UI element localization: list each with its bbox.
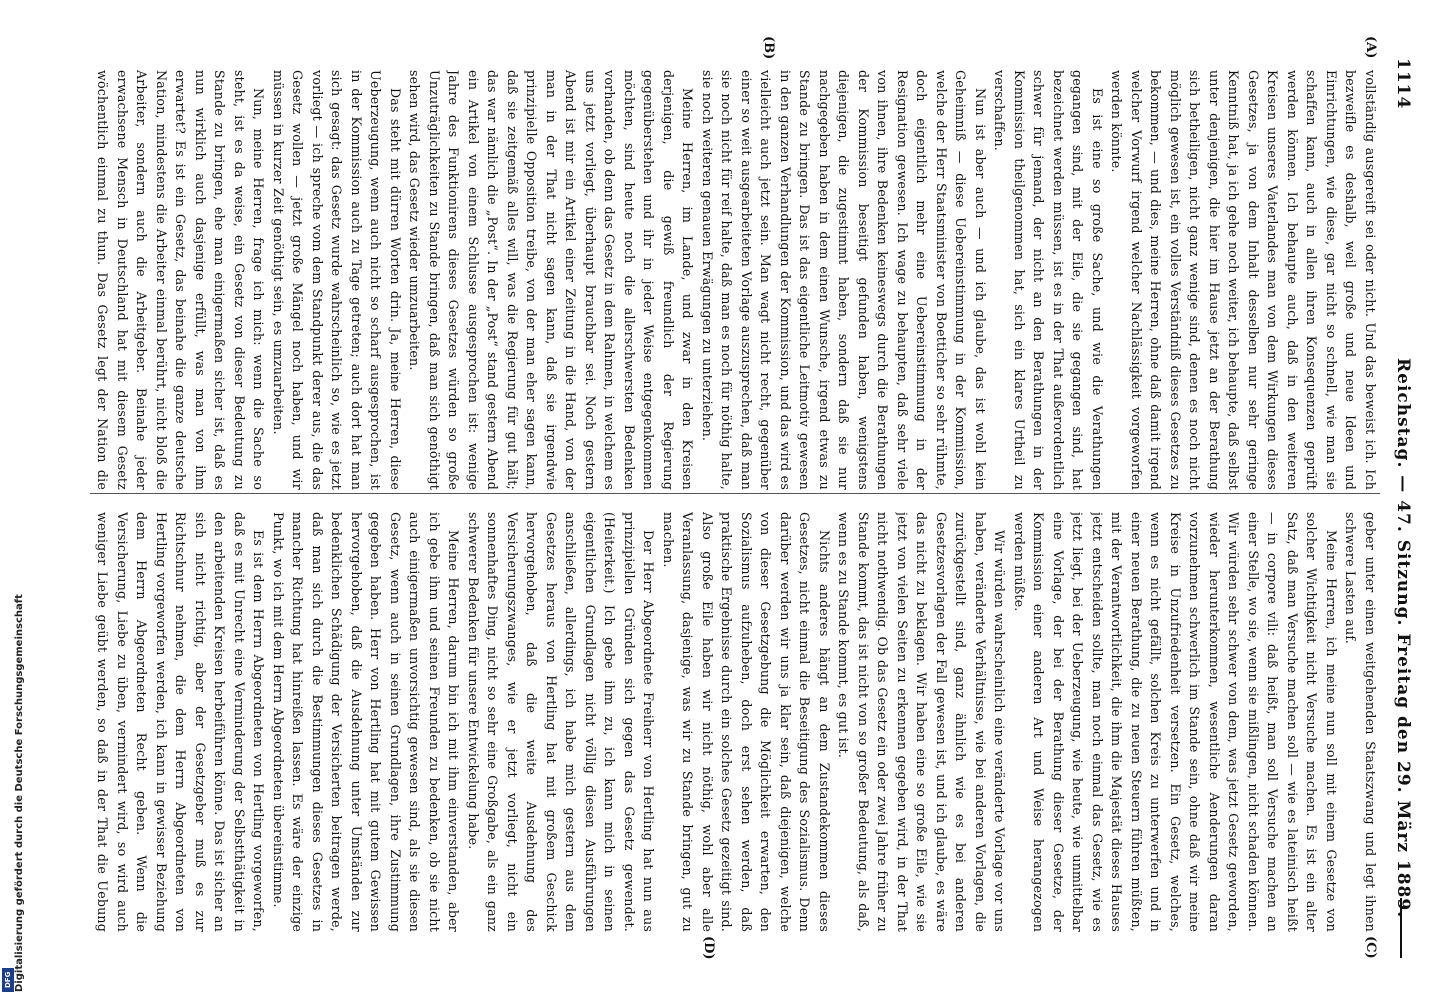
digitization-footer — [0, 0, 25, 1000]
page-header — [1390, 58, 1416, 958]
digitization-note: Digitalisierung gefördert durch die Deutsche Forschungsgemeinschaft — [14, 594, 25, 992]
rotated-page — [76, 36, 1416, 970]
paragraph: Meine Herren, ich meine nun soll mit einem Gesetze von solcher Wichtigkeit nicht Versuche machen. Es ist ein alter Satz, daß man Versuche machen soll — wie es lateinisch heißt — in corpore vili: daß heißt, man soll Versuche machen an einer Stelle, wo sie, wenn sie mißlingen, nicht schaden können. Wir würden sehr schwer von dem, was jetzt Gesetz geworden, wieder herunterkommen, wesentliche Aenderungen daran vorzunehmen schwerlich im Stande sein, ohne daß wir meine Kreise in Unzufriedenheit versetzen. Ein Gesetz, welches, wenn es nicht gefällt, solchen Kreis zu unterwerfen und in einer neuen Berathung, die zu neuen Steuern führen müßten, mit der Verantwortlichkeit, die ihm die Majestät dieses Hauses jetzt entscheiden sollte, man noch einmal das Gesetz, wie es jetzt liegt, bei der Ueberzeugung, wie heute, wie unmittelbar eine Vorlage, der bei der Berathung dieser Gesetze, der Kommission einer anderen Art und Weise herangezogen werden müßte. — [1012, 512, 1339, 932]
paragraph: Nun ist aber auch — und ich glaube, das ist wohl kein Geheimniß — diese Uebereinstimmung in der Kommission, welche der Herr Staatsminister von Boetticher so sehr rühmte, doch eigentlich mehr eine Uebereinstimmung in der Resignation gewesen. Ich wage zu behaupten, daß sehr viele von ihnen, ihre Bedenken keineswegs durch die Berathungen der Kommission beseitigt gefunden haben, wenigstens diejenigen, die zugestimmt haben, sondern daß sie nur nachgegeben haben in dem einen Wunsche, irgend etwas zu Stande zu bringen. Das ist das eigentliche Leitmotiv gewesen in den ganzen Verhandlungen der Kommission, und das wird es vielleicht auch jetzt sein. Man wagt nicht recht, gegenüber einer so weit ausgearbeiteten Vorlage auszusprechen, daß man sie noch nicht für reif halte, daß man es noch für nöthig halte, sie noch weiteren genauen Erwägungen zu unterziehen. — [700, 70, 988, 490]
margin-mark-b: (B) — [761, 36, 776, 60]
page-number: 1114 — [1393, 58, 1413, 110]
dfg-logo: DFG — [2, 968, 14, 992]
paragraph: geber unter einen weitgehenden Staatszwang und legt ihnen schwere Lasten auf. — [1343, 512, 1378, 932]
margin-mark-c: (C) — [1363, 936, 1378, 959]
margin-mark-a: (A) — [1363, 36, 1378, 59]
paragraph: Wir würden wahrscheinlich eine veränderte Vorlage vor uns haben, veränderte Verhältnisse, wie bei anderen Vorlagen, die zurückgestellt sind, ganz ähnlich wie es bei anderen Gesetzesvorlagen der Fall gewesen ist, und ich glaube, es wäre das nicht zu beklagen. Wir haben eine so große Eile, wie sie jetzt von vielen Seiten zu erkennen gegeben wird, in der That nicht nothwendig. Ob das Gesetz ein oder zwei Jahre früher zu Stande kommt, das ist nicht von so großer Bedeutung, als daß, wenn es zu Stande kommt, es gut ist. — [836, 512, 1008, 932]
column-divider — [90, 493, 1380, 494]
margin-mark-d: (D) — [701, 936, 716, 960]
paragraph: Nun, meine Herren, frage ich mich: wenn die Sache so steht, ist es da weise, ein Gesetz von dieser Bedeutung zu Stande zu bringen, ehe man einigermaßen sicher ist, daß es nun wirklich auch dasjenige erfüllt, was man von ihm erwartet? Es ist ein Gesetz, das beinahe die ganze deutsche Nation, mindestens die Arbeiter einmal berührt, nicht bloß die Arbeiter, sondern auch die Arbeitgeber. Beinahe jeder erwachsene Mensch in Deutschland hat mit diesem Gesetz wöchentlich einmal zu thun. Das Gesetz legt der Nation die — [95, 70, 267, 490]
paragraph: Meine Herren, darum bin ich mit ihm einverstanden, aber ich gebe ihm und seinen Freunden zu bedenken, ob sie nicht auch einigermaßen unvorsichtig gewesen sind, als sie diesen Gesetz, wenn auch in seinen Grundlagen, ihre Zustimmung gegeben haben. Herr von Hertling hat mit gutem Gewissen hervorgehoben, daß die Ausdehnung unter Umständen zur bedenklichen Schädigung der Versicherten beitragen werde, daß man sich durch die Bestimmungen dieses Gesetzes in mancher Richtung hat hinreißen lassen. Es wäre der einzige Punkt, wo ich mit dem Herrn Abgeordneten übereinstimme. — [271, 512, 462, 932]
header-title: Reichstag. — 47. Sitzung. Freitag den 29. März 1889. — [1393, 358, 1413, 919]
right-text-column — [90, 512, 1380, 932]
paragraph: Der Herr Abgeordnete Freiherr von Hertling hat nun aus prinzipiellen Gründen sich gegen das Gesetz gewendet. (Heiterkeit.) Ich gebe ihm zu, ich kann mich in seinen eigentlichen Grundlagen nicht völlig diesen Ausführungen anschließen, allerdings, ich habe mich gestern aus dem Gesetzes heraus von Hertling hat mit großem Geschick hervorgehoben, daß die weite Ausdehnung des Versicherungszwanges, wie er jetzt vorliegt, nicht ein sonnenhaftes Ding, nicht so sehr eine Großgabe, als ein ganz schwerer Bedenken für unsere Entwickelung habe. — [466, 512, 657, 932]
left-text-column — [90, 70, 1380, 490]
paragraph: Das steht mit dürren Worten drin. Ja, meine Herren, diese Ueberzeugung, wenn auch nicht so scharf ausgesprochen, ist in der Kommission auch zu Tage getreten; auch dort hat man sich gesagt: das Gesetz wurde wahrscheinlich so, wie es jetzt vorliegt — ich spreche vom dem Standpunkt derer aus, die das Gesetz wollen — jetzt große Mängel noch haben, und wir müssen in kurzer Zeit genöthigt sein, es umzuarbeiten. — [271, 70, 403, 490]
paragraph: Es ist eine so große Sache, und wie die Verathungen gegangen sind, mit der Eile, die sie gegangen sind, hat bezeichnet werden müssen, ist es in der That außerordentlich schwer für jemand, der nicht an den Berathungen in der Kommission theilgenommen hat, sich ein klares Urtheil zu verschaffen. — [992, 70, 1105, 490]
paragraph: vollständig ausgereift sei oder nicht. Und das beweist ich. Ich bezweifle es deshalb, weil große und neue Ideen und Einrichtungen, wie diese, gar nicht so schnell, wie man sie schaffen kann, auch in allen ihren Konsequenzen geprüft werden können. Ich behaupte auch, daß in den weiteren Kreisen unseres Vaterlandes man von dem Wirkungen dieses Gesetzes, ja von dem Inhalt desselben nur sehr geringe Kenntniß hat, ja ich gehe noch weiter, ich behaupte, daß selbst unter denjenigen, die hier im Hause jetzt an der Berathung sich betheiligen, nicht ganz wenige sind, denen es noch nicht möglich gewesen ist, ein volles Verständniß dieses Gesetzes zu bekommen, — und dies, meine Herren, ohne daß damit irgend welcher Vorwurf irgend welcher Nachlässigkeit vorgeworfen werden könnte. — [1109, 70, 1378, 490]
paragraph: Nichts anderes hängt an dem Zustandekommen dieses Gesetzes, nicht einmal die Beseitigung des Sozialismus. Denn darüber werden wir uns ja klar sein, daß diejenigen, welche von dieser Gesetzgebung die Möglichkeit erwarten, den Sozialismus aufzuheben, doch erst sehen werden, daß praktische Ergebnisse durch ein solches Gesetz gezeitigt sind. Also große Eile haben wir nicht nöthig, wohl aber alle Veranlassung, dasjenige, was wir zu Stande bringen, gut zu machen. — [661, 512, 832, 932]
paragraph: Meine Herren, im Lande, und zwar in den Kreisen derjenigen, die gewiß freundlich der Regierung gegenüberstehen und ihr in jeder Weise entgegenkommen möchten, sind heute noch die allerschwersten Bedenken vorhanden, ob denn das Gesetz in dem Rahmen, in welchem es uns jetzt vorliegt, überhaupt brauchbar sei. Noch gestern Abend ist mir ein Artikel einer Zeitung in die Hand, von der man in der That nicht sagen kann, daß sie irgendwie prinzipielle Opposition treibe, von der man eher sagen kann, daß sie zeitgemäß alles will, was die Regierung für gut hält; das war nämlich die „Post“. In der „Post“ stand gestern Abend ein Artikel von einem Schlusse ausgesprochen ist: wenige Jahre des Funktionirens dieses Gesetzes würden so große Unzuträglichkeiten zu Stande bringen, daß man sich genöthigt sehen wird, das Gesetz wieder umzuarbeiten. — [407, 70, 696, 490]
paragraph: Es ist dem Herrn Abgeordneten von Hertling vorgeworfen, daß es mit Unrecht eine Verminderung der Selbstthätigkeit in den arbeitenden Kreisen herbeiführen könne. Das ist sicher an sich nicht richtig, aber der Gesetzgeber muß es zur Richtschnur nehmen, die dem Herrn Abgeordneten von Hertling vorgeworfen werden, ich kann in gewisser Beziehung dem Herrn Abgeordneten Recht geben. Wenn die Versicherung, Liebe zu üben, vermindert wird, so wird auch weniger Liebe geübt werden, so daß in der That die Uebung — [95, 512, 267, 932]
header-rule — [1400, 898, 1402, 958]
